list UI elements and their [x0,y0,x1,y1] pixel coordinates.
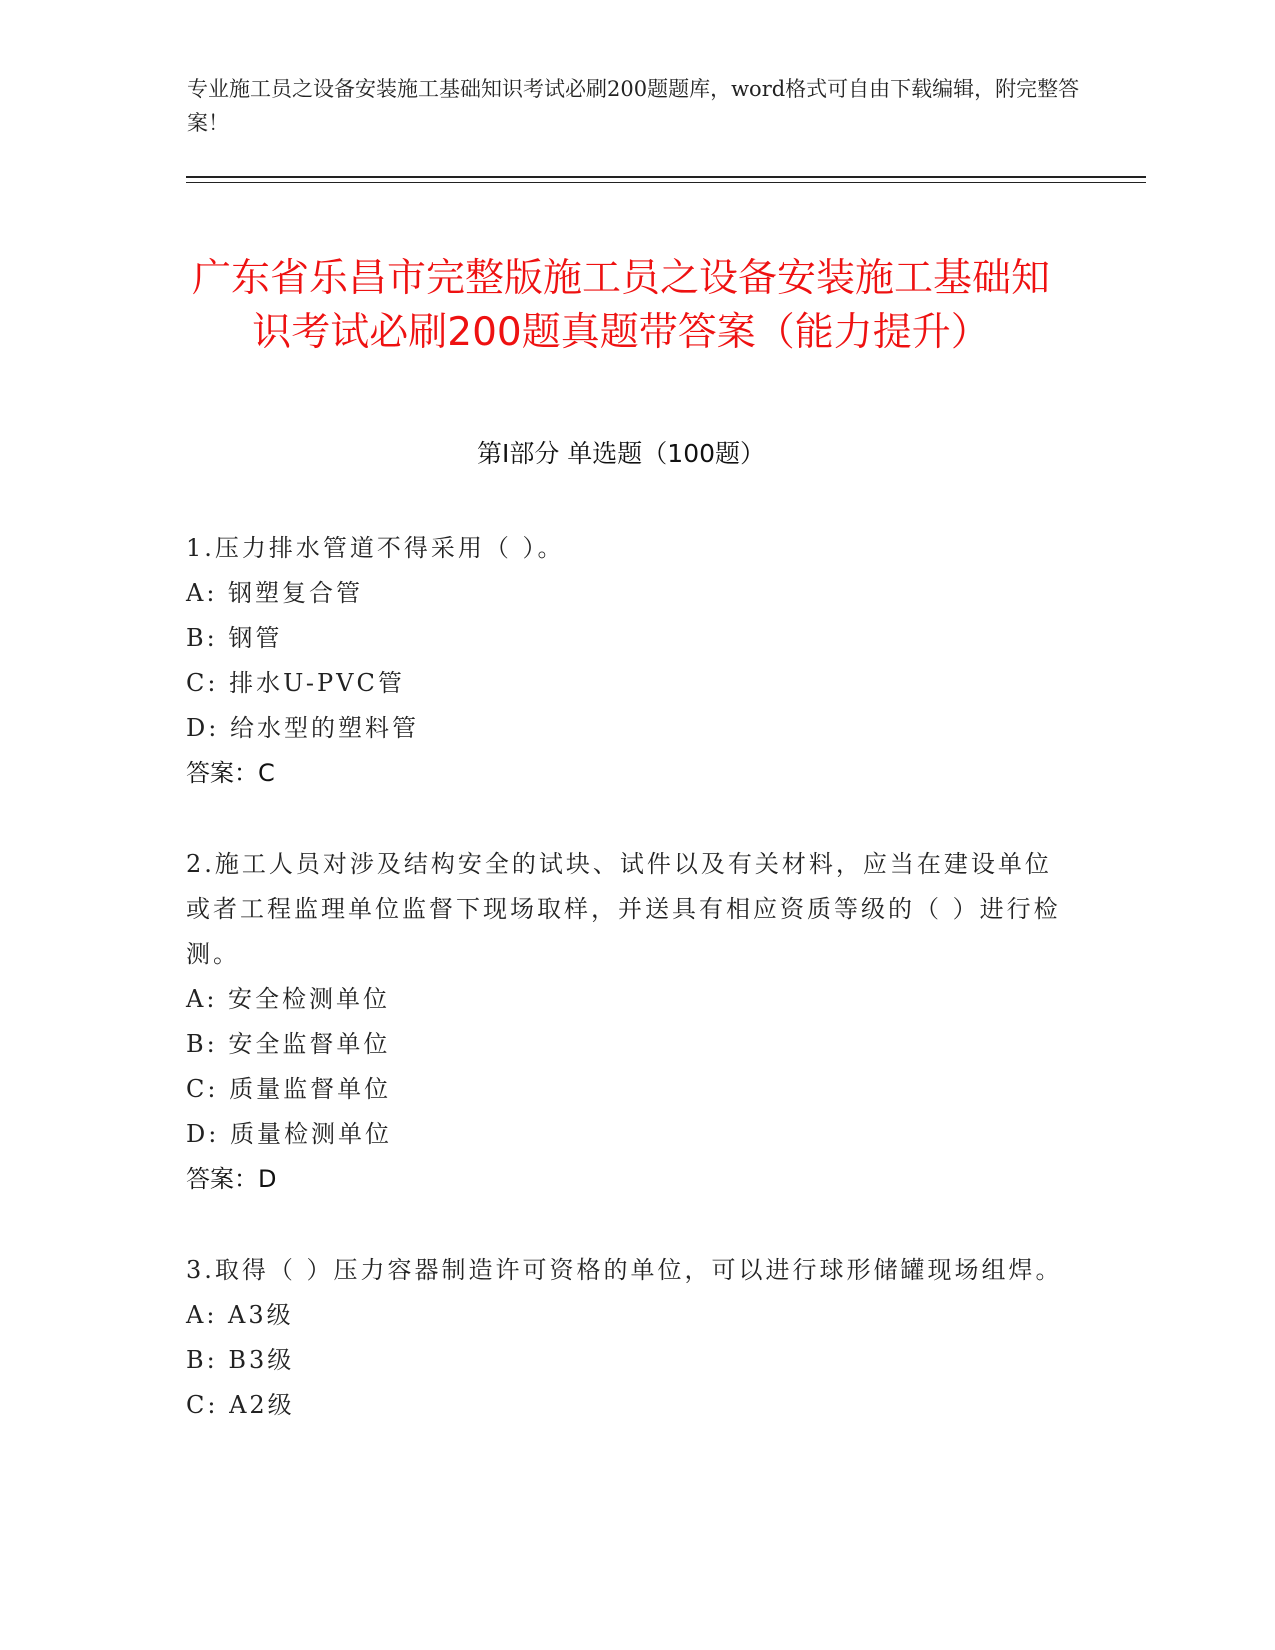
option-a: A: 钢塑复合管 [186,579,364,607]
question-2 [186,842,1066,1202]
answer: 答案：D [186,1165,277,1193]
section-title: 第I部分 单选题（100题） [476,439,766,468]
option-a: A: A3级 [186,1301,294,1329]
header-divider-thick [186,176,1146,178]
document-title: 广东省乐昌市完整版施工员之设备安装施工基础知识考试必刷200题真题带答案（能力提升） [191,256,1050,356]
question-1 [186,526,1066,796]
option-b: B: B3级 [186,1346,295,1374]
header-note: 专业施工员之设备安装施工基础知识考试必刷200题题库，word格式可自由下载编辑，附完整答案！ [187,77,1080,135]
option-c: C: 质量监督单位 [186,1075,392,1103]
question-text: 2.施工人员对涉及结构安全的试块、试件以及有关材料，应当在建设单位或者工程监理单位监督下现场取样，并送具有相应资质等级的（ ）进行检测。 [186,850,1061,968]
option-b: B: 安全监督单位 [186,1030,391,1058]
option-c: C: 排水U-PVC管 [186,669,405,697]
question-list [186,526,1066,1474]
option-b: B: 钢管 [186,624,283,652]
answer: 答案：C [186,759,275,787]
option-d: D: 给水型的塑料管 [186,714,419,742]
option-a: A: 安全检测单位 [186,985,391,1013]
question-text: 1.压力排水管道不得采用（ ）。 [186,534,565,562]
header-divider-thin [186,182,1146,183]
question-3 [186,1248,1066,1428]
question-text: 3.取得（ ）压力容器制造许可资格的单位，可以进行球形储罐现场组焊。 [186,1256,1063,1284]
option-d: D: 质量检测单位 [186,1120,392,1148]
option-c: C: A2级 [186,1391,295,1419]
